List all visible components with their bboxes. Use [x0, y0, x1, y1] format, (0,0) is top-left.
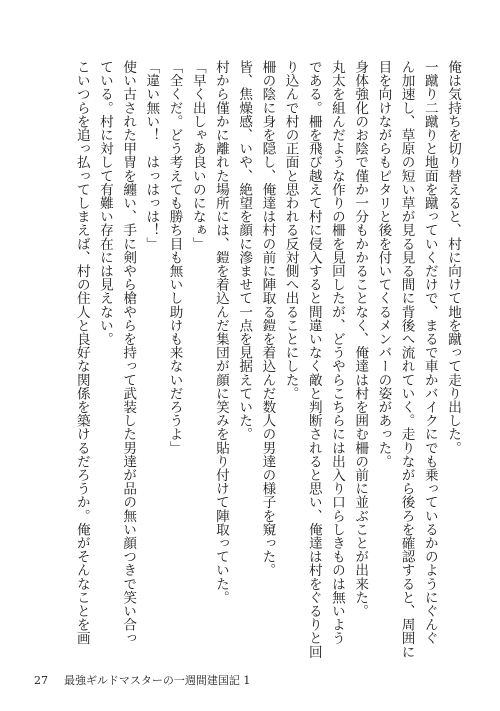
- text-line: り込んで村の正面と思われる反対側へ出ることにした。: [282, 60, 299, 400]
- text-line: 身体強化のお陰で僅か一分もかかることなく、俺達は村を囲む柵の前に並ぶことが出来た。: [352, 60, 369, 618]
- text-line: 柵の陰に身を隠し、俺達は村の前に陣取る鎧を着込んだ数人の男達の様子を窺った。: [259, 60, 276, 577]
- book-title: 最強ギルドマスターの一週間建国記 1: [64, 674, 251, 687]
- dialogue-line: 「早く出しゃあ良いのになぁ」: [189, 60, 206, 251]
- text-line: 一蹴り二蹴りと地面を蹴っていくだけで、まるで車かバイクにでも乗っているかのようにぐんぐ: [421, 60, 438, 645]
- text-line: ている。村に対して有難い存在には見えない。: [96, 60, 113, 346]
- text-line: 俺は気持ちを切り替えると、村に向けて地を蹴って走り出した。: [445, 60, 461, 455]
- dialogue-line: 「違い無い！ はっはっは！」: [143, 60, 160, 251]
- text-line: 皆、焦燥感、いや、絶望を顔に滲ませて一点を見据えていた。: [236, 60, 253, 441]
- text-line: 丸太を組んだような作りの柵を見回したが、どうやらこちらには出入り口らしきものは無いよう: [328, 60, 345, 645]
- text-line: 使い古された甲冑を纏い、手に剣やら槍やらを持って武装した男達が品の無い顔つきで笑い合っ: [120, 60, 137, 645]
- dialogue-line: 「全くだ。どう考えても勝ち目も無いし助けも来ないだろうよ」: [166, 60, 183, 455]
- page-footer: [34, 672, 250, 688]
- text-line: 村から僅かに離れた場所には、鎧を着込んだ集団が顔に笑みを貼り付けて陣取っていた。: [212, 60, 229, 604]
- text-line: 目を向けながらもピタリと後を付いてくるメンバーの姿があった。: [375, 60, 392, 468]
- page-number: 27: [34, 674, 48, 687]
- text-line: である。柵を飛び越えて村に侵入すると間違いなく敵と判断されると思い、俺達は村をぐるりと回: [305, 60, 322, 659]
- vertical-text-body: [24, 60, 464, 660]
- text-line: こいつらを追っ払ってしまえば、村の住人と良好な関係を築けるだろうか。俺がそんなことを画: [73, 60, 90, 645]
- text-line: ん加速し、草原の短い草が見る見る間に背後へ流れていく。走りながら後ろを確認すると、周囲に: [398, 60, 415, 659]
